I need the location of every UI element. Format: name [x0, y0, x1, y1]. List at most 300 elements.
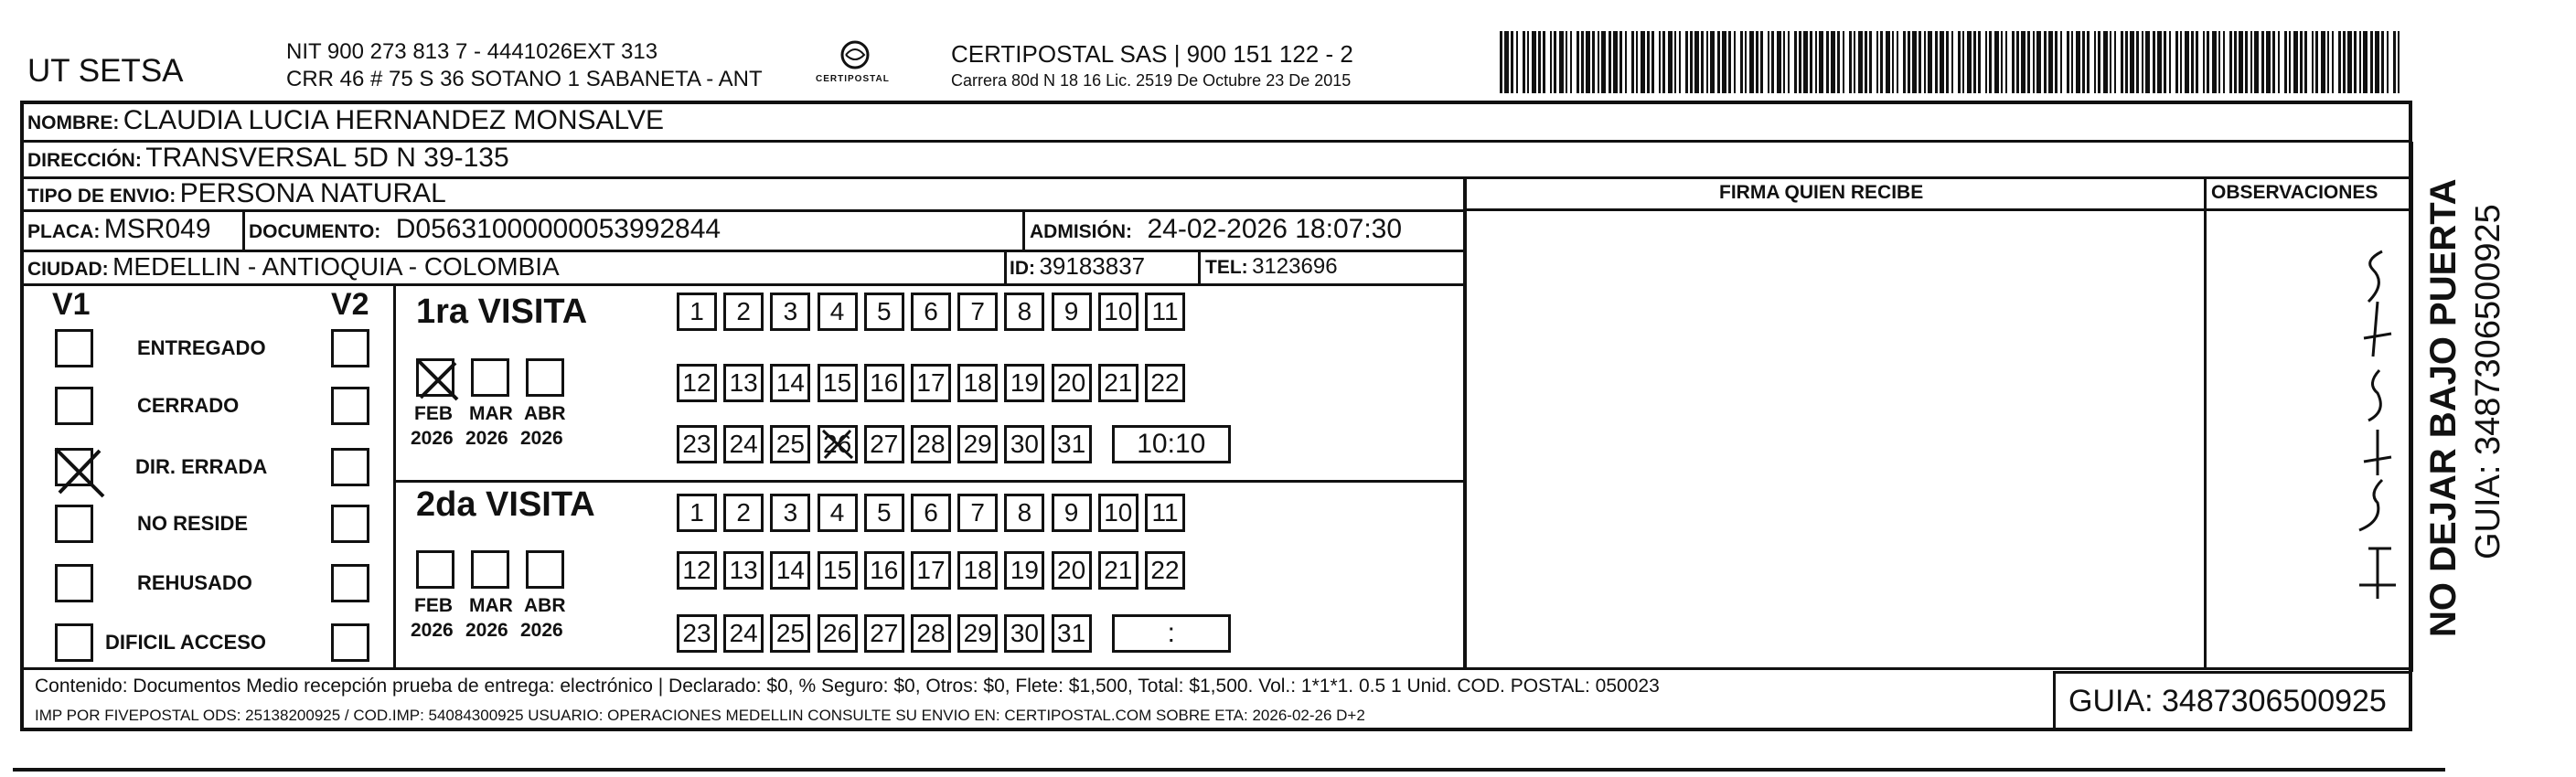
- barcode-bar: [1880, 31, 1883, 93]
- day-number: 12: [682, 368, 711, 397]
- day-number: 18: [963, 368, 992, 397]
- barcode-bar: [1962, 31, 1964, 93]
- barcode-bar: [1831, 31, 1835, 93]
- barcode-bar: [2354, 31, 2357, 93]
- barcode-bar: [1559, 31, 1564, 93]
- v1-checkbox[interactable]: [55, 448, 93, 486]
- barcode-bar: [1566, 31, 1567, 93]
- day-number: 2: [736, 297, 751, 325]
- day-box[interactable]: [723, 293, 764, 331]
- day-number: 23: [682, 430, 711, 458]
- day-number: 25: [775, 430, 805, 458]
- day-number: 24: [729, 619, 758, 647]
- barcode-bar: [1903, 31, 1906, 93]
- day-number: 20: [1057, 556, 1086, 584]
- barcode-bar: [2114, 31, 2116, 93]
- barcode-bar: [2136, 31, 2139, 93]
- status-label: DIFICIL ACCESO: [105, 631, 267, 654]
- barcode-bar: [2044, 31, 2047, 93]
- day-number: 22: [1150, 556, 1180, 584]
- barcode-bar: [1609, 31, 1611, 93]
- barcode-bar: [1799, 31, 1801, 93]
- day-box[interactable]: [1052, 364, 1092, 402]
- month-checkbox[interactable]: [526, 358, 564, 397]
- day-number: 16: [870, 368, 899, 397]
- day-number: 4: [829, 297, 845, 325]
- day-box[interactable]: [1004, 494, 1044, 532]
- barcode-bar: [2398, 31, 2400, 93]
- barcode-bar: [2261, 31, 2264, 93]
- barcode-bar: [2254, 31, 2259, 93]
- day-box[interactable]: [770, 614, 810, 653]
- barcode-graphic: [1500, 31, 2400, 93]
- barcode-bar: [2094, 31, 2096, 93]
- day-box[interactable]: [770, 551, 810, 590]
- barcode-bar: [2278, 31, 2280, 93]
- day-box[interactable]: [723, 364, 764, 402]
- day-box[interactable]: [677, 364, 717, 402]
- barcode-bar: [1586, 31, 1590, 93]
- day-box[interactable]: [770, 425, 810, 463]
- day-box[interactable]: [677, 425, 717, 463]
- day-number: 16: [870, 556, 899, 584]
- day-box[interactable]: [864, 364, 904, 402]
- barcode-bar: [1538, 31, 1541, 93]
- day-box[interactable]: [677, 614, 717, 653]
- barcode-bar: [1523, 31, 1525, 93]
- barcode-bar: [1760, 31, 1763, 93]
- day-number: 17: [916, 368, 946, 397]
- direccion-label: DIRECCIÓN:: [27, 150, 142, 171]
- day-box[interactable]: [911, 293, 951, 331]
- day-number: 26: [823, 619, 852, 647]
- day-box[interactable]: [911, 364, 951, 402]
- barcode-bar: [1631, 31, 1634, 93]
- day-box[interactable]: [1098, 293, 1138, 331]
- barcode-bar: [2180, 31, 2182, 93]
- day-number: 19: [1010, 556, 1039, 584]
- admision-field: [1030, 216, 1402, 243]
- nit-line: NIT 900 273 813 7 - 4441026EXT 313: [286, 39, 658, 64]
- month-year: 2026: [465, 428, 508, 449]
- barcode-bar: [2284, 31, 2287, 93]
- barcode-bar: [1636, 31, 1638, 93]
- day-box[interactable]: [864, 614, 904, 653]
- day-box[interactable]: [1052, 293, 1092, 331]
- barcode-bar: [1710, 31, 1715, 93]
- no-dejar-bajo-puerta: NO DEJAR BAJO PUERTA: [2423, 178, 2464, 637]
- barcode-bar: [2033, 31, 2035, 93]
- barcode-bar: [1728, 31, 1731, 93]
- day-box[interactable]: [770, 494, 810, 532]
- day-box[interactable]: [770, 293, 810, 331]
- day-box[interactable]: [911, 425, 951, 463]
- v2-checkbox[interactable]: [331, 623, 369, 662]
- barcode-bar: [2082, 31, 2085, 93]
- day-box[interactable]: [1052, 551, 1092, 590]
- barcode-bar: [2145, 31, 2150, 93]
- month-checkbox[interactable]: [471, 550, 509, 589]
- day-number: 6: [924, 498, 938, 527]
- time-box[interactable]: [1112, 614, 1231, 653]
- day-box[interactable]: [818, 364, 858, 402]
- day-number: 9: [1064, 498, 1079, 527]
- day-number: 25: [775, 619, 805, 647]
- barcode-bar: [1694, 31, 1699, 93]
- barcode-bar: [2387, 31, 2389, 93]
- day-box[interactable]: [1004, 293, 1044, 331]
- barcode-bar: [2381, 31, 2384, 93]
- day-number: 23: [682, 619, 711, 647]
- day-box[interactable]: [911, 551, 951, 590]
- barcode-bar: [2125, 31, 2128, 93]
- barcode-bar: [1504, 31, 1509, 93]
- day-box[interactable]: [677, 293, 717, 331]
- day-box[interactable]: [1004, 551, 1044, 590]
- barcode-bar: [1892, 31, 1894, 93]
- barcode-bar: [2005, 31, 2007, 93]
- day-box[interactable]: [1052, 614, 1092, 653]
- barcode-bar: [2218, 31, 2220, 93]
- barcode-bar: [1500, 31, 1502, 93]
- second-visit-label: 2da VISITA: [416, 485, 595, 524]
- day-box[interactable]: [723, 425, 764, 463]
- day-box[interactable]: [818, 551, 858, 590]
- direccion-value: TRANSVERSAL 5D N 39-135: [145, 143, 509, 173]
- placa-label: PLACA:: [27, 221, 101, 242]
- ciudad-value: MEDELLIN - ANTIOQUIA - COLOMBIA: [112, 252, 560, 281]
- day-box[interactable]: [957, 293, 998, 331]
- barcode-bar: [2164, 31, 2166, 93]
- day-box[interactable]: [677, 494, 717, 532]
- day-box[interactable]: [1004, 425, 1044, 463]
- certipostal-logo-icon: [805, 38, 905, 93]
- barcode-bar: [2067, 31, 2069, 93]
- barcode-bar: [1674, 31, 1676, 93]
- barcode-bar: [1647, 31, 1650, 93]
- barcode-bar: [1701, 31, 1704, 93]
- month-name: FEB: [414, 403, 453, 424]
- day-number: 20: [1057, 368, 1086, 397]
- barcode-bar: [2157, 31, 2162, 93]
- barcode-bar: [1849, 31, 1852, 93]
- barcode-bar: [2012, 31, 2015, 93]
- barcode-bar: [1601, 31, 1606, 93]
- day-box[interactable]: [864, 425, 904, 463]
- barcode-bar: [2315, 31, 2318, 93]
- barcode-bar: [1967, 31, 1972, 93]
- day-box[interactable]: [1098, 364, 1138, 402]
- id-field: [1010, 254, 1145, 278]
- day-box[interactable]: [677, 551, 717, 590]
- v1-checkbox[interactable]: [55, 505, 93, 543]
- barcode-bar: [1876, 31, 1878, 93]
- barcode-bar: [2229, 31, 2232, 93]
- day-number: 11: [1151, 498, 1179, 527]
- v2-checkbox[interactable]: [331, 505, 369, 543]
- barcode-bar: [2370, 31, 2373, 93]
- barcode-bar: [1843, 31, 1844, 93]
- barcode-bar: [1749, 31, 1754, 93]
- day-box[interactable]: [818, 614, 858, 653]
- day-box[interactable]: [864, 494, 904, 532]
- barcode-bar: [1679, 31, 1681, 93]
- day-box[interactable]: [723, 551, 764, 590]
- day-number: 28: [916, 430, 946, 458]
- status-label: ENTREGADO: [137, 336, 266, 359]
- day-box[interactable]: [1145, 551, 1185, 590]
- barcode-bar: [1668, 31, 1673, 93]
- time-value: 10:10: [1137, 429, 1206, 459]
- day-number: 24: [729, 430, 758, 458]
- month-checkbox[interactable]: [526, 550, 564, 589]
- barcode-bar: [2293, 31, 2298, 93]
- barcode-bar: [2153, 31, 2155, 93]
- barcode-bar: [1613, 31, 1618, 93]
- barcode-bar: [2338, 31, 2341, 93]
- month-year: 2026: [520, 620, 563, 641]
- barcode-bar: [1516, 31, 1518, 93]
- barcode-bar: [2055, 31, 2058, 93]
- day-number: 15: [823, 368, 852, 397]
- day-number: 1: [689, 498, 704, 527]
- month-checkbox[interactable]: [416, 550, 454, 589]
- day-number: 28: [916, 619, 946, 647]
- day-cross-mark-icon: [818, 425, 858, 463]
- barcode-bar: [1946, 31, 1949, 93]
- barcode-bar: [1869, 31, 1872, 93]
- day-box[interactable]: [864, 293, 904, 331]
- day-number: 22: [1150, 368, 1180, 397]
- side-guia-number: GUIA: 3487306500925: [2469, 204, 2507, 559]
- barcode-bar: [2304, 31, 2307, 93]
- month-name: ABR: [524, 403, 566, 424]
- v2-checkbox[interactable]: [331, 564, 369, 602]
- barcode-bar: [2207, 31, 2209, 93]
- barcode-bar: [1625, 31, 1627, 93]
- tipo-envio-label: TIPO DE ENVIO:: [27, 186, 176, 207]
- v1-checkbox[interactable]: [55, 623, 93, 662]
- day-number: 7: [970, 498, 985, 527]
- day-number: 6: [924, 297, 938, 325]
- day-box[interactable]: [911, 614, 951, 653]
- barcode-bar: [2027, 31, 2030, 93]
- barcode-bar: [1940, 31, 1944, 93]
- day-number: 5: [877, 498, 892, 527]
- day-box[interactable]: [818, 425, 858, 463]
- barcode-bar: [1768, 31, 1769, 93]
- firma-label: FIRMA QUIEN RECIBE: [1719, 182, 1924, 203]
- day-box[interactable]: [1145, 494, 1185, 532]
- barcode-bar: [2196, 31, 2198, 93]
- day-number: 30: [1010, 619, 1039, 647]
- time-box[interactable]: [1112, 425, 1231, 463]
- license-line: Carrera 80d N 18 16 Lic. 2519 De Octubre 23 De 2015: [951, 71, 1352, 90]
- barcode-bar: [2212, 31, 2217, 93]
- day-number: 21: [1104, 556, 1133, 584]
- day-box[interactable]: [1004, 364, 1044, 402]
- id-label: ID:: [1010, 258, 1035, 279]
- logo-text: CERTIPOSTAL: [816, 74, 890, 84]
- day-number: 14: [775, 368, 805, 397]
- barcode-bar: [1919, 31, 1921, 93]
- barcode-bar: [2347, 31, 2352, 93]
- barcode-bar: [1577, 31, 1579, 93]
- day-box[interactable]: [957, 364, 998, 402]
- barcode-bar: [1826, 31, 1829, 93]
- v2-checkbox[interactable]: [331, 448, 369, 486]
- barcode-bar: [1756, 31, 1758, 93]
- barcode-bar: [1928, 31, 1932, 93]
- admision-label: ADMISIÓN:: [1030, 221, 1132, 242]
- month-name: MAR: [469, 595, 513, 616]
- barcode-bar: [1771, 31, 1774, 93]
- barcode-bar: [1722, 31, 1726, 93]
- v1-checkbox[interactable]: [55, 387, 93, 425]
- barcode-bar: [2266, 31, 2271, 93]
- barcode-bar: [1908, 31, 1910, 93]
- barcode-bar: [1958, 31, 1961, 93]
- barcode-bar: [2312, 31, 2314, 93]
- day-box[interactable]: [1145, 364, 1185, 402]
- day-number: 3: [783, 498, 798, 527]
- v1-checkbox[interactable]: [55, 329, 93, 367]
- month-year: 2026: [411, 428, 454, 449]
- barcode-bar: [1532, 31, 1536, 93]
- barcode-bar: [1685, 31, 1688, 93]
- day-box[interactable]: [1052, 425, 1092, 463]
- day-number: 3: [783, 297, 798, 325]
- v1-checkbox[interactable]: [55, 564, 93, 602]
- month-year: 2026: [520, 428, 563, 449]
- day-box[interactable]: [1004, 614, 1044, 653]
- barcode-bar: [1837, 31, 1840, 93]
- barcode-bar: [2393, 31, 2396, 93]
- barcode-bar: [2239, 31, 2243, 93]
- barcode-bar: [1994, 31, 1999, 93]
- day-number: 14: [775, 556, 805, 584]
- barcode-bar: [1951, 31, 1953, 93]
- barcode-bar: [1570, 31, 1572, 93]
- tel-field: [1205, 256, 1338, 278]
- v2-checkbox[interactable]: [331, 387, 369, 425]
- check-x-mark-icon: [415, 357, 461, 403]
- day-box[interactable]: [818, 293, 858, 331]
- month-checkbox[interactable]: [416, 358, 454, 397]
- day-box[interactable]: [1098, 494, 1138, 532]
- barcode-bar: [1810, 31, 1812, 93]
- barcode-bar: [1886, 31, 1890, 93]
- day-box[interactable]: [957, 551, 998, 590]
- month-checkbox[interactable]: [471, 358, 509, 397]
- ciudad-label: CIUDAD:: [27, 259, 109, 280]
- first-visit-label: 1ra VISITA: [416, 293, 588, 331]
- check-x-mark-icon: [52, 445, 107, 500]
- day-box[interactable]: [723, 614, 764, 653]
- nombre-value: CLAUDIA LUCIA HERNANDEZ MONSALVE: [123, 105, 665, 135]
- barcode-bar: [2234, 31, 2237, 93]
- barcode-bar: [1745, 31, 1747, 93]
- day-number: 11: [1151, 297, 1179, 325]
- nombre-field: [27, 107, 664, 134]
- day-box[interactable]: [957, 614, 998, 653]
- barcode-bar: [2300, 31, 2303, 93]
- day-number: 27: [870, 430, 899, 458]
- barcode-bar: [1794, 31, 1797, 93]
- day-box[interactable]: [1098, 551, 1138, 590]
- day-box[interactable]: [1145, 293, 1185, 331]
- barcode-bar: [2223, 31, 2225, 93]
- day-box[interactable]: [818, 494, 858, 532]
- day-number: 27: [870, 619, 899, 647]
- barcode-bar: [2363, 31, 2368, 93]
- day-box[interactable]: [1052, 494, 1092, 532]
- day-number: 8: [1017, 498, 1032, 527]
- day-box[interactable]: [770, 364, 810, 402]
- barcode-bar: [1935, 31, 1938, 93]
- barcode-bar: [1783, 31, 1785, 93]
- day-number: 21: [1104, 368, 1133, 397]
- barcode-bar: [2121, 31, 2123, 93]
- time-value: :: [1167, 618, 1175, 648]
- barcode-bar: [2327, 31, 2329, 93]
- status-label: DIR. ERRADA: [135, 455, 268, 478]
- barcode-bar: [1803, 31, 1808, 93]
- documento-value: D05631000000053992844: [395, 214, 721, 244]
- barcode-bar: [1815, 31, 1817, 93]
- tel-value: 3123696: [1252, 254, 1338, 279]
- barcode-bar: [2175, 31, 2178, 93]
- barcode-bar: [1706, 31, 1708, 93]
- day-box[interactable]: [957, 425, 998, 463]
- day-number: 13: [729, 556, 758, 584]
- v1-label: V1: [52, 287, 91, 322]
- status-label: NO RESIDE: [137, 512, 249, 535]
- day-number: 4: [829, 498, 845, 527]
- day-box[interactable]: [864, 551, 904, 590]
- day-number: 7: [970, 297, 985, 325]
- barcode-bar: [2076, 31, 2080, 93]
- day-number: 10: [1104, 297, 1133, 325]
- barcode-bar: [1740, 31, 1743, 93]
- direccion-field: [27, 144, 509, 172]
- day-number: 12: [682, 556, 711, 584]
- barcode-bar: [1527, 31, 1529, 93]
- barcode-bar: [2332, 31, 2334, 93]
- barcode-bar: [1717, 31, 1720, 93]
- barcode-bar: [1912, 31, 1917, 93]
- day-box[interactable]: [911, 494, 951, 532]
- barcode-bar: [1511, 31, 1513, 93]
- day-number: 19: [1010, 368, 1039, 397]
- barcode-bar: [1819, 31, 1823, 93]
- barcode-bar: [1690, 31, 1693, 93]
- day-number: 31: [1057, 619, 1086, 647]
- barcode-bar: [1978, 31, 1981, 93]
- barcode-bar: [2272, 31, 2275, 93]
- day-box[interactable]: [957, 494, 998, 532]
- day-number: 26: [823, 430, 852, 458]
- day-number: 8: [1017, 297, 1032, 325]
- documento-label: DOCUMENTO:: [249, 221, 381, 242]
- day-box[interactable]: [723, 494, 764, 532]
- carrier-logo: [805, 38, 905, 93]
- v2-checkbox[interactable]: [331, 329, 369, 367]
- day-number: 1: [689, 297, 704, 325]
- contenido-line: Contenido: Documentos Medio recepción prueba de entrega: electrónico | Declarado: $0, % Seguro: $0, Otros: $0, Flete: $1,500, Total: $1,500. Vol.: 1*1*1. 0.5 1 Unid. COD. POSTAL: 050023: [35, 676, 1660, 697]
- barcode-bar: [2321, 31, 2325, 93]
- barcode-bar: [1985, 31, 1987, 93]
